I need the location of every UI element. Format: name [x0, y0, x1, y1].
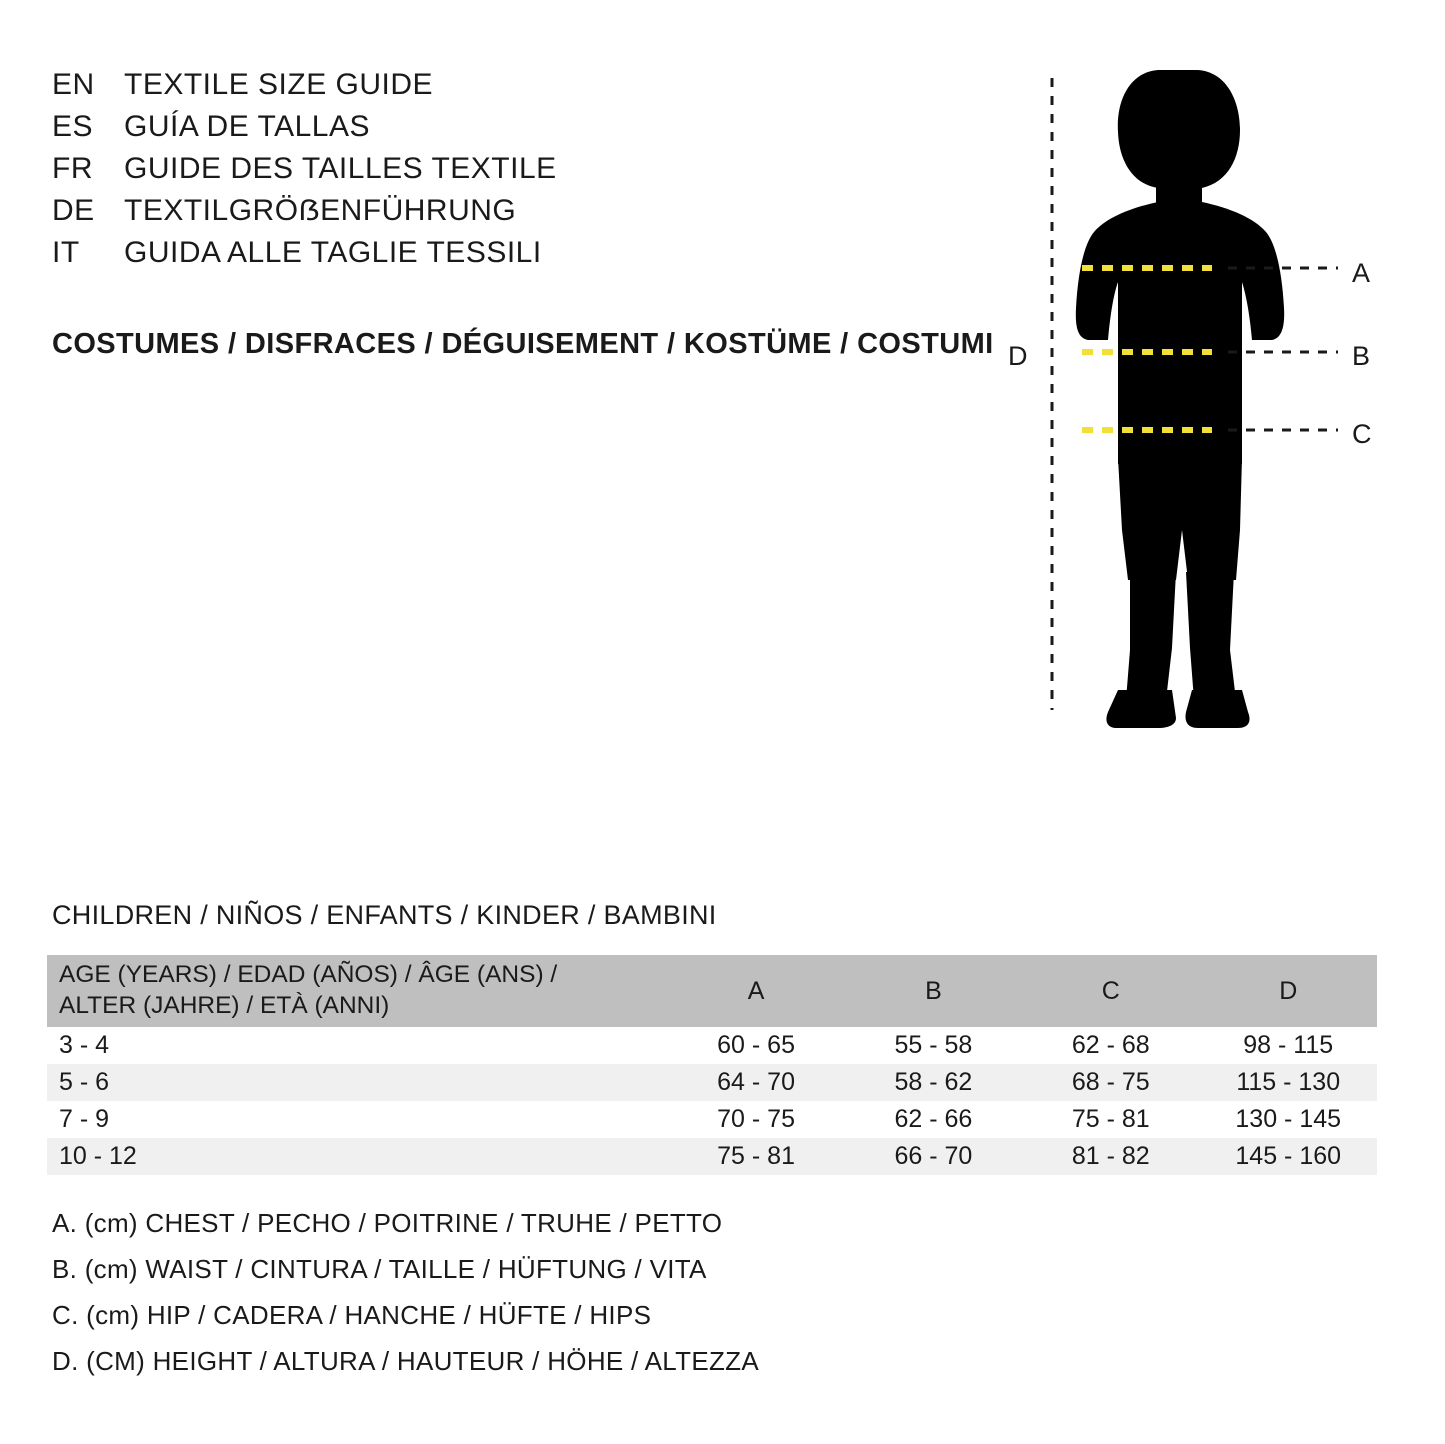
- category-line: COSTUMES / DISFRACES / DÉGUISEMENT / KOSTÜME / COSTUMI: [52, 328, 994, 360]
- column-header-a: A: [747, 976, 765, 1005]
- language-text-fr: GUIDE DES TAILLES TEXTILE: [124, 152, 557, 185]
- language-text-es: GUÍA DE TALLAS: [124, 110, 370, 143]
- table-row: [47, 1027, 1377, 1064]
- column-header-d: D: [1279, 976, 1298, 1005]
- cell-c: 68 - 75: [1071, 1068, 1150, 1096]
- cell-c: 62 - 68: [1071, 1031, 1150, 1059]
- cell-a: 64 - 70: [717, 1068, 795, 1096]
- legend-item-a: A. (cm) CHEST / PECHO / POITRINE / TRUHE / PETTO: [52, 1208, 723, 1238]
- cell-age: 7 - 9: [59, 1105, 110, 1133]
- table-body: [47, 1027, 1377, 1175]
- legend-item-c: C. (cm) HIP / CADERA / HANCHE / HÜFTE / HIPS: [52, 1300, 652, 1330]
- cell-d: 130 - 145: [1235, 1105, 1342, 1133]
- cell-c: 75 - 81: [1071, 1105, 1150, 1133]
- cell-a: 60 - 65: [717, 1031, 795, 1059]
- child-silhouette-icon: [990, 60, 1410, 740]
- language-code-en: EN: [52, 68, 95, 101]
- cell-a: 75 - 81: [717, 1142, 795, 1170]
- cell-b: 58 - 62: [894, 1068, 973, 1096]
- cell-b: 66 - 70: [894, 1142, 973, 1170]
- table-header: [47, 955, 1377, 1027]
- language-row-de: [52, 194, 952, 236]
- legend: [52, 1200, 1052, 1384]
- language-row-fr: [52, 152, 952, 194]
- figure-label-d: D: [1008, 341, 1028, 371]
- language-row-en: [52, 68, 952, 110]
- cell-b: 62 - 66: [894, 1105, 973, 1133]
- column-header-age-line1: AGE (YEARS) / EDAD (AÑOS) / ÂGE (ANS) /: [59, 961, 558, 989]
- column-header-b: B: [925, 976, 942, 1005]
- language-code-es: ES: [52, 110, 94, 143]
- table-title: CHILDREN / NIÑOS / ENFANTS / KINDER / BAMBINI: [52, 900, 717, 930]
- cell-a: 70 - 75: [717, 1105, 795, 1133]
- table-row: [47, 1138, 1377, 1175]
- column-header-age-line2: ALTER (JAHRE) / ETÀ (ANNI): [59, 992, 390, 1019]
- cell-d: 115 - 130: [1236, 1068, 1341, 1096]
- cell-b: 55 - 58: [894, 1031, 973, 1059]
- legend-item-d: D. (CM) HEIGHT / ALTURA / HAUTEUR / HÖHE / ALTEZZA: [52, 1346, 759, 1376]
- cell-d: 145 - 160: [1235, 1142, 1342, 1170]
- language-row-it: [52, 236, 952, 278]
- legend-item-b: B. (cm) WAIST / CINTURA / TAILLE / HÜFTUNG / VITA: [52, 1254, 707, 1284]
- language-list: [52, 68, 952, 278]
- language-code-fr: FR: [52, 152, 93, 185]
- language-text-de: TEXTILGRÖẞENFÜHRUNG: [124, 194, 517, 227]
- language-row-es: [52, 110, 952, 152]
- column-header-c: C: [1101, 976, 1120, 1005]
- language-text-it: GUIDA ALLE TAGLIE TESSILI: [124, 236, 542, 269]
- measurement-figure: [990, 60, 1410, 720]
- figure-label-b: B: [1352, 341, 1371, 371]
- cell-age: 5 - 6: [59, 1068, 110, 1096]
- cell-age: 3 - 4: [59, 1031, 110, 1059]
- table-row: [47, 1101, 1377, 1138]
- table-row: [47, 1064, 1377, 1101]
- cell-c: 81 - 82: [1071, 1142, 1150, 1170]
- figure-label-c: C: [1352, 419, 1372, 449]
- figure-label-a: A: [1352, 258, 1371, 288]
- cell-d: 98 - 115: [1243, 1031, 1334, 1059]
- size-table: [47, 955, 1377, 1175]
- language-text-en: TEXTILE SIZE GUIDE: [124, 68, 434, 101]
- table-header-row: [47, 955, 1377, 1027]
- column-header-age: [47, 955, 667, 1027]
- language-code-de: DE: [52, 194, 95, 227]
- cell-age: 10 - 12: [59, 1142, 137, 1170]
- language-code-it: IT: [52, 236, 80, 269]
